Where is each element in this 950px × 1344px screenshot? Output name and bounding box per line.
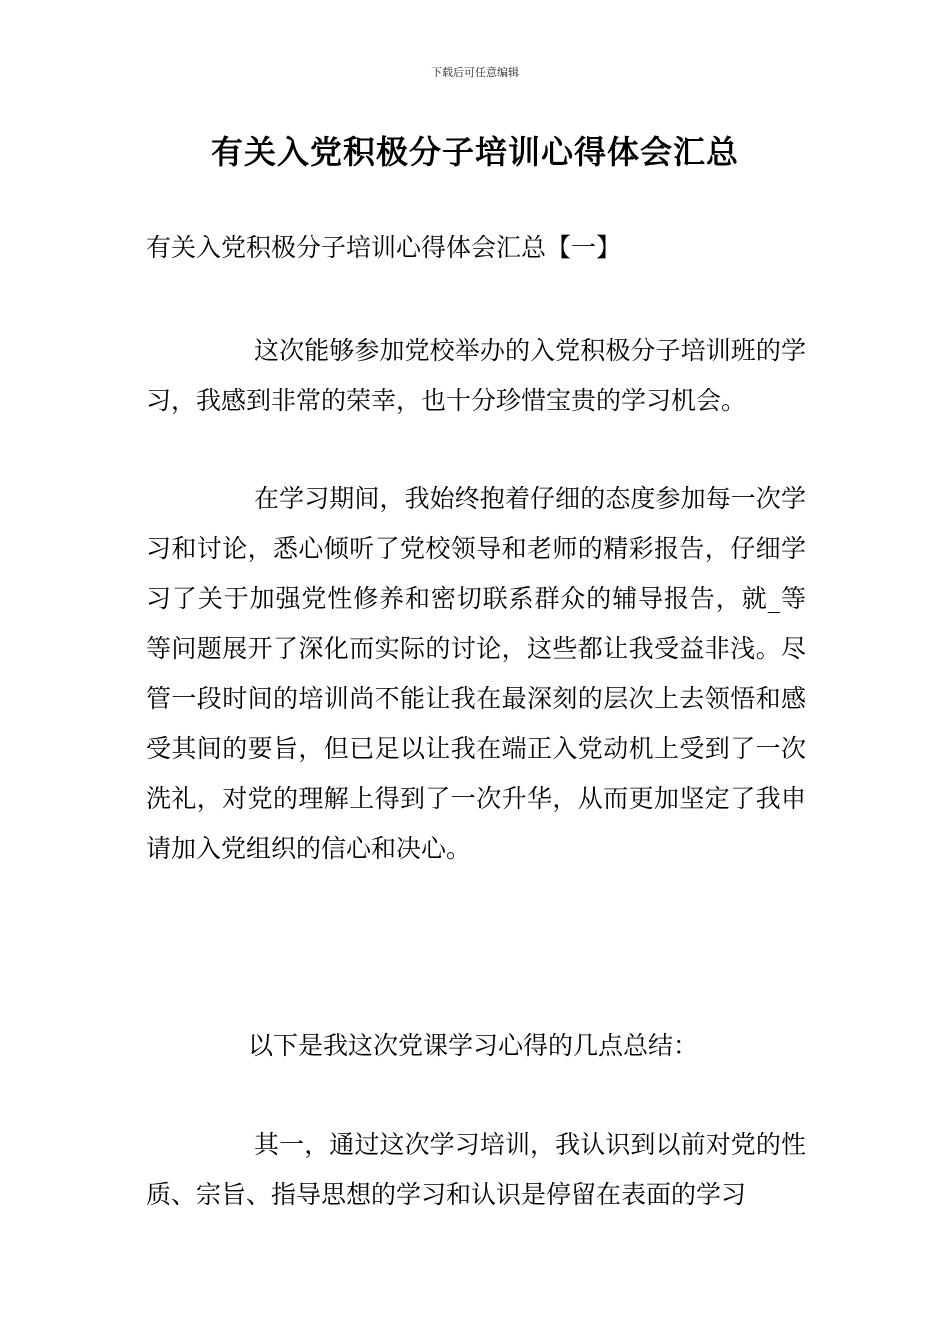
paragraph-4: 其一，通过这次学习培训，我认识到以前对党的性质、宗旨、指导思想的学习和认识是停留在表面的学习 <box>146 1130 806 1209</box>
page-title: 有关入党积极分子培训心得体会汇总 <box>210 133 739 171</box>
paragraph-2: 在学习期间，我始终抱着仔细的态度参加每一次学习和讨论，悉心倾听了党校领导和老师的精彩报告，仔细学习了关于加强党性修养和密切联系群众的辅导报告，就_等等问题展开了深化而实际的讨论，这些都让我受益非浅。尽管一段时间的培训尚不能让我在最深刻的层次上去领悟和感受其间的要旨，但已足以让我在端正入党动机上受到了一次洗礼，对党的理解上得到了一次升华，从而更加坚定了我申请加入党组织的信心和决心。 <box>146 484 806 863</box>
paragraph-3: 以下是我这次党课学习心得的几点总结： <box>248 1031 699 1060</box>
section-heading: 有关入党积极分子培训心得体会汇总【一】 <box>146 233 622 262</box>
header-note: 下载后可任意编辑 <box>431 66 519 79</box>
paragraph-1: 这次能够参加党校举办的入党积极分子培训班的学习，我感到非常的荣幸，也十分珍惜宝贵的学习机会。 <box>146 336 806 415</box>
